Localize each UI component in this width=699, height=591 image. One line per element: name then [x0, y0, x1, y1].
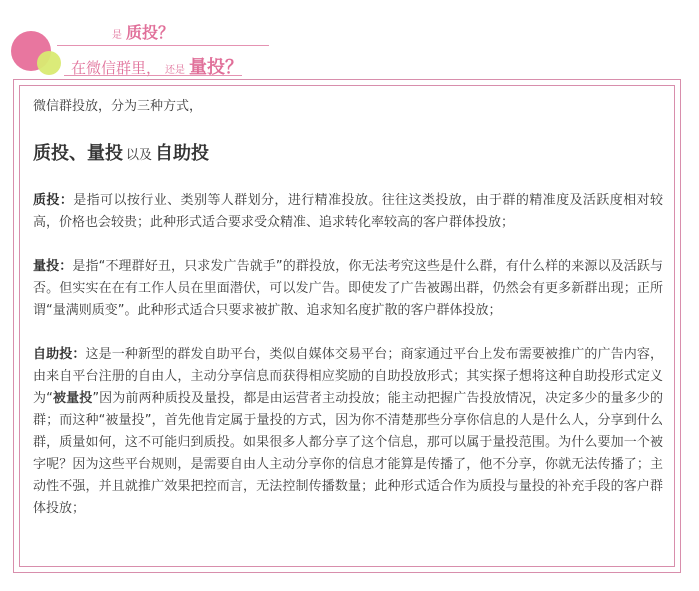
decor-circle-green: [37, 51, 61, 75]
section-text-a: 这是一种新型的群发自助平台，类似自媒体交易平台；商家通过平台上发布需要被推广的广告内容，由来自平台注册的自由人，主动分享信息而获得相应奖励的自助投放形式；其实探子想将这种自助投形式定义为“: [33, 347, 663, 406]
article-content: [33, 96, 663, 542]
article-heading-join: 以及: [126, 148, 153, 163]
header-line-2-small: 还是: [165, 65, 186, 76]
article-heading-part2: 自助投: [155, 143, 210, 164]
section-self-service-placement: [33, 344, 663, 520]
section-quality-placement: [33, 190, 663, 234]
article-intro: 微信群投放，分为三种方式，: [33, 99, 203, 114]
article-heading-part1: 质投、量投: [33, 143, 123, 164]
section-text-b: ”因为前两种质投及量投，都是由运营者主动投放；能主动把握广告投放情况，决定多少的量多少的群；而这种“被量投”，首先他肯定属于量投的方式，因为你不清楚那些分享你信息的人是什么人，分享到什么群，质量如何，这不可能归到质投。如果很多人都分享了这个信息，那可以属于量投范围。为什么要加一个被字呢？因为这些平台规则，是需要自由人主动分享你的信息才能算是传播了，他不分享，你就无法传播了；主动性不强，并且就推广效果把控而言，无法控制传播数量；此种形式适合作为质投与量投的补充手段的客户群体投放；: [33, 391, 663, 516]
section-text: 是指可以按行业、类别等人群划分，进行精准投放。往往这类投放，由于群的精准度及活跃度相对较高，价格也会较贵；此种形式适合要求受众精准、追求转化率较高的客户群体投放；: [33, 193, 663, 230]
header-underline-top: [57, 45, 269, 46]
header-line-2: [71, 53, 243, 79]
section-emphasis: 被量投: [52, 391, 93, 406]
section-label: 质投：: [33, 193, 74, 208]
article-heading: [33, 140, 663, 170]
header-line-2-start: 在微信群里，: [71, 59, 162, 77]
section-label: 量投：: [33, 259, 73, 274]
section-label: 自助投：: [33, 347, 86, 362]
header-line-1-main: 质投？: [126, 23, 175, 42]
header-line-1: [108, 20, 174, 43]
section-text: 是指“不理群好丑，只求发广告就手”的群投放，你无法考究这些是什么群，有什么样的来源以及活跃与否。但实实在在有工作人员在里面潜伏，可以发广告。即使发了广告被踢出群，仍然会有更多新群出现；正所谓“量满则质变”。此种形式适合只要求被扩散、追求知名度扩散的客户群体投放；: [33, 259, 663, 318]
section-volume-placement: [33, 256, 663, 322]
header-line-2-main: 量投？: [189, 57, 244, 78]
header-line-1-prefix: 是: [112, 30, 122, 41]
